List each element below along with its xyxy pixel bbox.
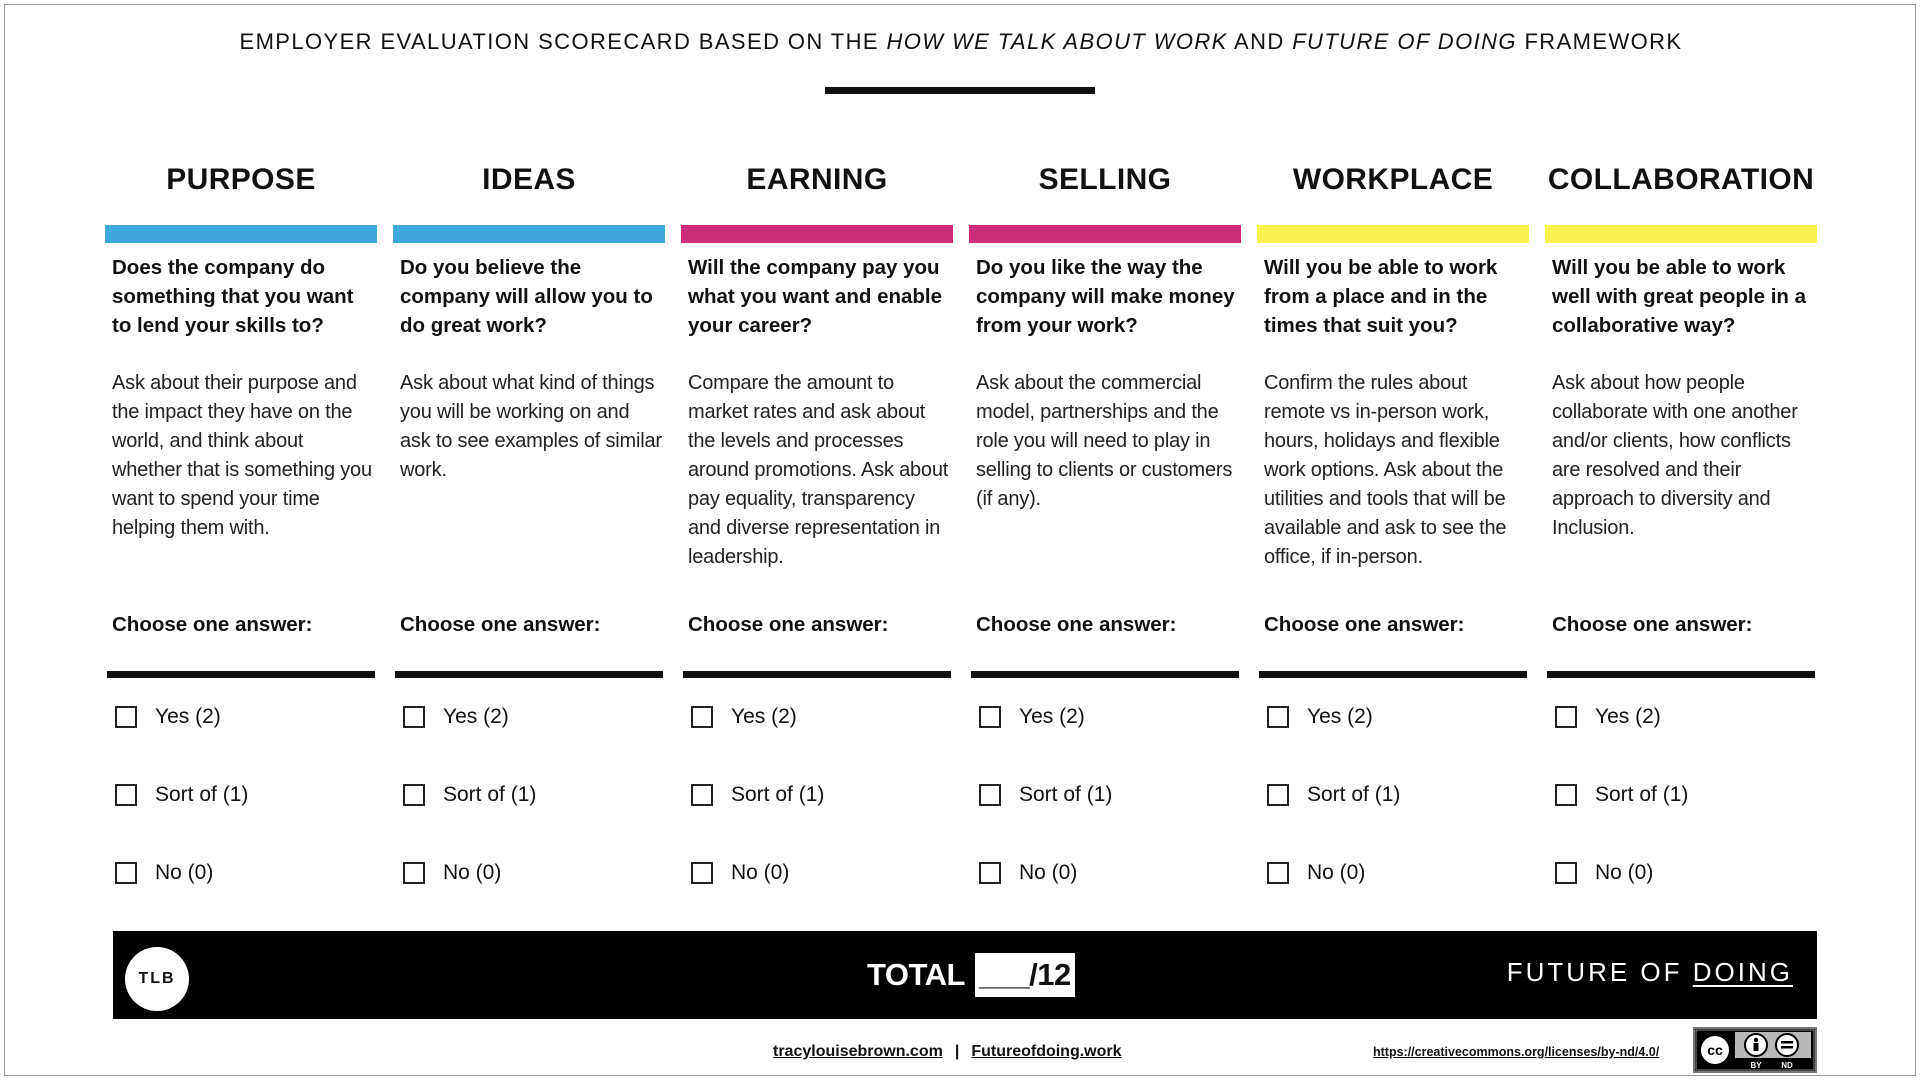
criterion-question: Do you believe the company will allow you to do great work? (400, 256, 653, 337)
future-of-doing-wordmark (1507, 957, 1793, 988)
answer-option-label: Yes (2) (1019, 705, 1085, 728)
answer-option-label: No (0) (1019, 861, 1078, 884)
answer-option[interactable] (979, 783, 1112, 807)
criterion-heading: PURPOSE (166, 163, 316, 196)
choose-answer-label: Choose one answer: (400, 613, 601, 636)
answer-option[interactable] (1555, 783, 1688, 807)
footer-links (773, 1043, 1122, 1061)
answer-divider (1259, 671, 1527, 678)
answer-checkbox[interactable] (403, 784, 425, 806)
criterion-question: Does the company do something that you want to lend your skills to? (112, 256, 354, 337)
cc-by-nd-badge (1693, 1027, 1817, 1073)
total-label: TOTAL (867, 957, 965, 992)
answer-option[interactable] (691, 705, 797, 729)
answer-option-label: Yes (2) (443, 705, 509, 728)
answer-checkbox[interactable] (115, 706, 137, 728)
answer-option[interactable] (1267, 705, 1373, 729)
criterion-column-collaboration (1545, 163, 1817, 903)
answer-checkbox[interactable] (1555, 784, 1577, 806)
answer-option-label: Sort of (1) (1307, 783, 1401, 806)
brand-text-2: DOING (1692, 957, 1793, 987)
tlb-logo: TLB (125, 947, 189, 1011)
answer-option[interactable] (403, 783, 536, 807)
answer-option-label: No (0) (731, 861, 790, 884)
answer-checkbox[interactable] (1267, 862, 1289, 884)
answer-option-label: Sort of (1) (443, 783, 537, 806)
answer-divider (683, 671, 951, 678)
answer-checkbox[interactable] (979, 784, 1001, 806)
criterion-question: Will you be able to work from a place and in the times that suit you? (1264, 256, 1498, 337)
answer-option[interactable] (691, 783, 824, 807)
answer-checkbox[interactable] (979, 862, 1001, 884)
answer-option-label: No (0) (443, 861, 502, 884)
criterion-description: Ask about the commercial model, partnerships and the role you will need to play in selling to clients or customers (if any). (976, 372, 1233, 510)
answer-checkbox[interactable] (979, 706, 1001, 728)
answer-checkbox[interactable] (1267, 706, 1289, 728)
criterion-column-ideas (393, 163, 665, 903)
criterion-column-workplace (1257, 163, 1529, 903)
answer-option[interactable] (403, 705, 509, 729)
answer-checkbox[interactable] (691, 706, 713, 728)
answer-divider (107, 671, 375, 678)
answer-checkbox[interactable] (115, 862, 137, 884)
answer-option[interactable] (1267, 783, 1400, 807)
answer-divider (971, 671, 1239, 678)
answer-checkbox[interactable] (1555, 862, 1577, 884)
cc-by-label: BY (1750, 1061, 1762, 1070)
answer-option-label: No (0) (155, 861, 214, 884)
answer-option[interactable] (1267, 861, 1365, 885)
criterion-heading: IDEAS (482, 163, 576, 196)
criterion-description: Compare the amount to market rates and ask about the levels and processes around promotions. Ask about pay equality, transparency and diverse representation in leadership. (688, 372, 949, 568)
criterion-heading: WORKPLACE (1292, 163, 1494, 196)
brand-text-1: FUTURE OF (1506, 957, 1693, 987)
answer-option-label: Sort of (1) (1595, 783, 1689, 806)
scorecard-page (4, 4, 1916, 1076)
answer-option-label: Yes (2) (1595, 705, 1661, 728)
criterion-description: Ask about how people collaborate with one another and/or clients, how conflicts are resolved and their approach to diversity and Inclusion. (1552, 372, 1798, 539)
answer-option[interactable] (115, 705, 221, 729)
criterion-description: Ask about what kind of things you will be working on and ask to see examples of similar work. (400, 372, 662, 481)
answer-option[interactable] (979, 705, 1085, 729)
footer-band (113, 931, 1817, 1019)
title-text-3: FRAMEWORK (1516, 29, 1683, 54)
criterion-question: Will you be able to work well with great people in a collaborative way? (1552, 256, 1807, 337)
answer-option-label: Sort of (1) (731, 783, 825, 806)
answer-checkbox[interactable] (1267, 784, 1289, 806)
choose-answer-label: Choose one answer: (112, 613, 313, 636)
answer-divider (395, 671, 663, 678)
criterion-question: Will the company pay you what you want and enable your career? (688, 256, 943, 337)
svg-text:cc: cc (1707, 1042, 1723, 1058)
title-divider (825, 87, 1095, 94)
answer-option-label: Yes (2) (1307, 705, 1373, 728)
criteria-columns (105, 163, 1825, 903)
total-value-field[interactable]: ___/12 (975, 953, 1075, 997)
total-score (867, 951, 1075, 999)
answer-option[interactable] (1555, 861, 1653, 885)
answer-option-label: Yes (2) (155, 705, 221, 728)
criterion-description: Confirm the rules about remote vs in-person work, hours, holidays and flexible work options. Ask about the utilities and tools that will be available and ask to see the office, if in-person. (1264, 372, 1507, 568)
criterion-column-purpose (105, 163, 377, 903)
category-color-bar (1545, 225, 1817, 243)
answer-option[interactable] (115, 861, 213, 885)
answer-option[interactable] (1555, 705, 1661, 729)
choose-answer-label: Choose one answer: (1552, 613, 1753, 636)
criterion-question: Do you like the way the company will make money from your work? (976, 256, 1235, 337)
answer-checkbox[interactable] (691, 862, 713, 884)
answer-option-label: No (0) (1307, 861, 1366, 884)
choose-answer-label: Choose one answer: (976, 613, 1177, 636)
answer-option[interactable] (979, 861, 1077, 885)
category-color-bar (393, 225, 665, 243)
answer-checkbox[interactable] (403, 862, 425, 884)
license-link[interactable]: https://creativecommons.org/licenses/by-nd/4.0/ (1373, 1045, 1660, 1059)
answer-option-label: Yes (2) (731, 705, 797, 728)
choose-answer-label: Choose one answer: (688, 613, 889, 636)
answer-checkbox[interactable] (403, 706, 425, 728)
answer-checkbox[interactable] (115, 784, 137, 806)
answer-option[interactable] (403, 861, 501, 885)
answer-option[interactable] (115, 783, 248, 807)
category-color-bar (1257, 225, 1529, 243)
cc-license-icon (1695, 1029, 1815, 1071)
criterion-heading: SELLING (1038, 163, 1172, 196)
criterion-description: Ask about their purpose and the impact they have on the world, and think about whether that is something you want to spend your time helping them with. (112, 372, 372, 539)
cc-nd-label: ND (1781, 1061, 1793, 1070)
answer-checkbox[interactable] (1555, 706, 1577, 728)
criterion-column-selling (969, 163, 1241, 903)
link-separator: | (954, 1043, 960, 1060)
title-emphasis-2: FUTURE OF DOING (1292, 29, 1517, 54)
answer-option-label: No (0) (1595, 861, 1654, 884)
answer-option[interactable] (691, 861, 789, 885)
answer-divider (1547, 671, 1815, 678)
answer-option-label: Sort of (1) (1019, 783, 1113, 806)
criterion-heading: EARNING (746, 163, 888, 196)
page-title (5, 29, 1917, 55)
category-color-bar (681, 225, 953, 243)
answer-option-label: Sort of (1) (155, 783, 249, 806)
title-emphasis-1: HOW WE TALK ABOUT WORK (886, 29, 1228, 54)
title-text-1: EMPLOYER EVALUATION SCORECARD BASED ON THE (239, 29, 887, 54)
futureofdoing-link[interactable]: Futureofdoing.work (971, 1043, 1122, 1060)
criterion-column-earning (681, 163, 953, 903)
category-color-bar (105, 225, 377, 243)
category-color-bar (969, 225, 1241, 243)
choose-answer-label: Choose one answer: (1264, 613, 1465, 636)
title-text-2: AND (1227, 29, 1293, 54)
criterion-heading: COLLABORATION (1547, 163, 1815, 196)
answer-checkbox[interactable] (691, 784, 713, 806)
tracylouisebrown-link[interactable]: tracylouisebrown.com (773, 1043, 943, 1060)
